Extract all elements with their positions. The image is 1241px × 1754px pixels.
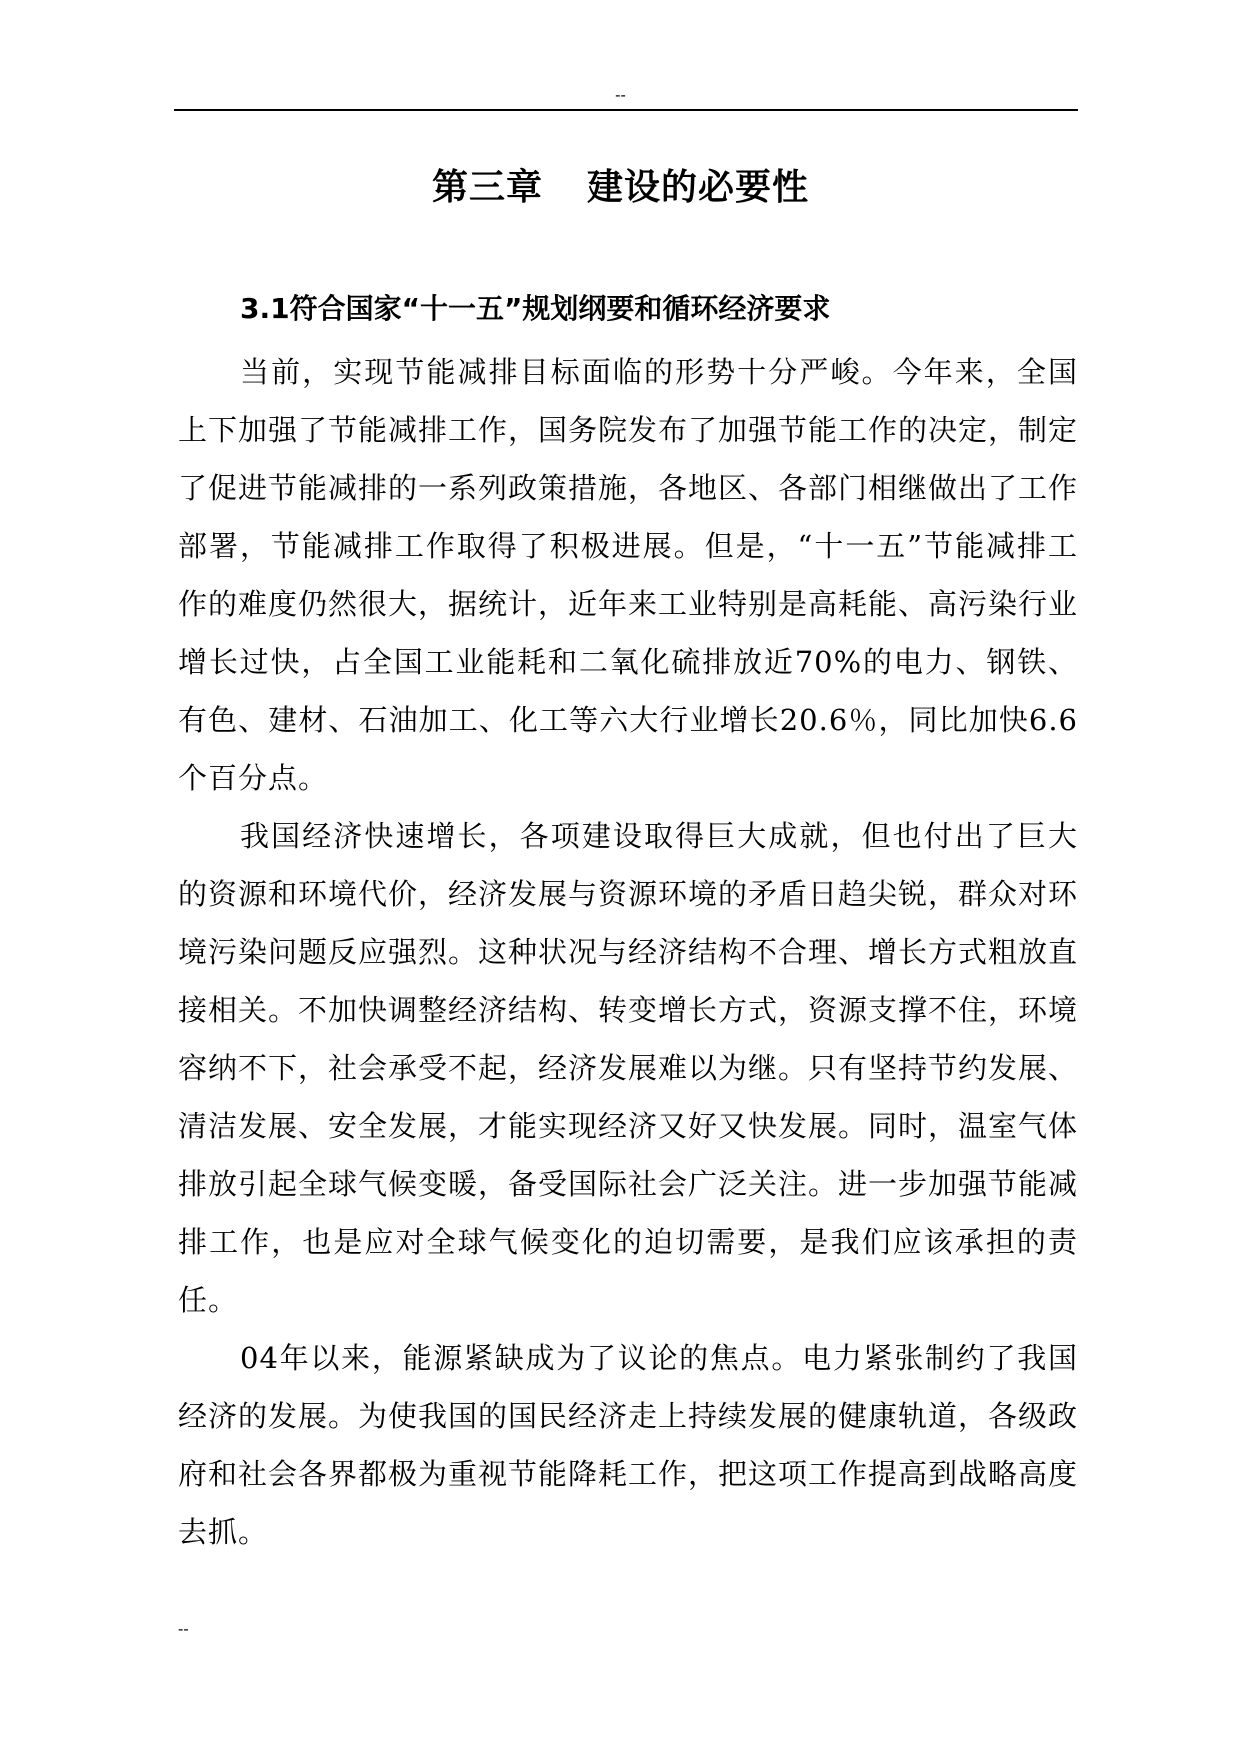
paragraph-3: 04年以来，能源紧缺成为了议论的焦点。电力紧张制约了我国经济的发展。为使我国的国民经济走上持续发展的健康轨道，各级政府和社会各界都极为重视节能降耗工作，把这项工作提高到战略高度去抓。 (178, 1341, 1079, 1549)
page-footer-mark: -- (178, 1621, 189, 1638)
paragraph-2: 我国经济快速增长，各项建设取得巨大成就，但也付出了巨大的资源和环境代价，经济发展与资源环境的矛盾日趋尖锐，群众对环境污染问题反应强烈。这种状况与经济结构不合理、增长方式粗放直接相关。不加快调整经济结构、转变增长方式，资源支撑不住，环境容纳不下，社会承受不起，经济发展难以为继。只有坚持节约发展、清洁发展、安全发展，才能实现经济又好又快发展。同时，温室气体排放引起全球气候变暖，备受国际社会广泛关注。进一步加强节能减排工作，也是应对全球气候变化的迫切需要，是我们应该承担的责任。 (178, 819, 1079, 1317)
paragraph-1: 当前，实现节能减排目标面临的形势十分严峻。今年来，全国上下加强了节能减排工作，国务院发布了加强节能工作的决定，制定了促进节能减排的一系列政策措施，各地区、各部门相继做出了工作部署，节能减排工作取得了积极进展。但是，“十一五”节能减排工作的难度仍然很大，据统计，近年来工业特别是高耗能、高污染行业增长过快，占全国工业能耗和二氧化硫排放近70%的电力、钢铁、有色、建材、石油加工、化工等六大行业增长20.6％，同比加快6.6个百分点。 (178, 355, 1079, 795)
header-divider (174, 109, 1078, 111)
body-text (178, 343, 1078, 1561)
chapter-number: 第三章 (431, 167, 543, 208)
page-header-mark: -- (615, 87, 626, 104)
chapter-name: 建设的必要性 (587, 167, 810, 208)
section-title: 3.1符合国家“十一五”规划纲要和循环经济要求 (240, 292, 831, 325)
chapter-title (0, 164, 1241, 212)
